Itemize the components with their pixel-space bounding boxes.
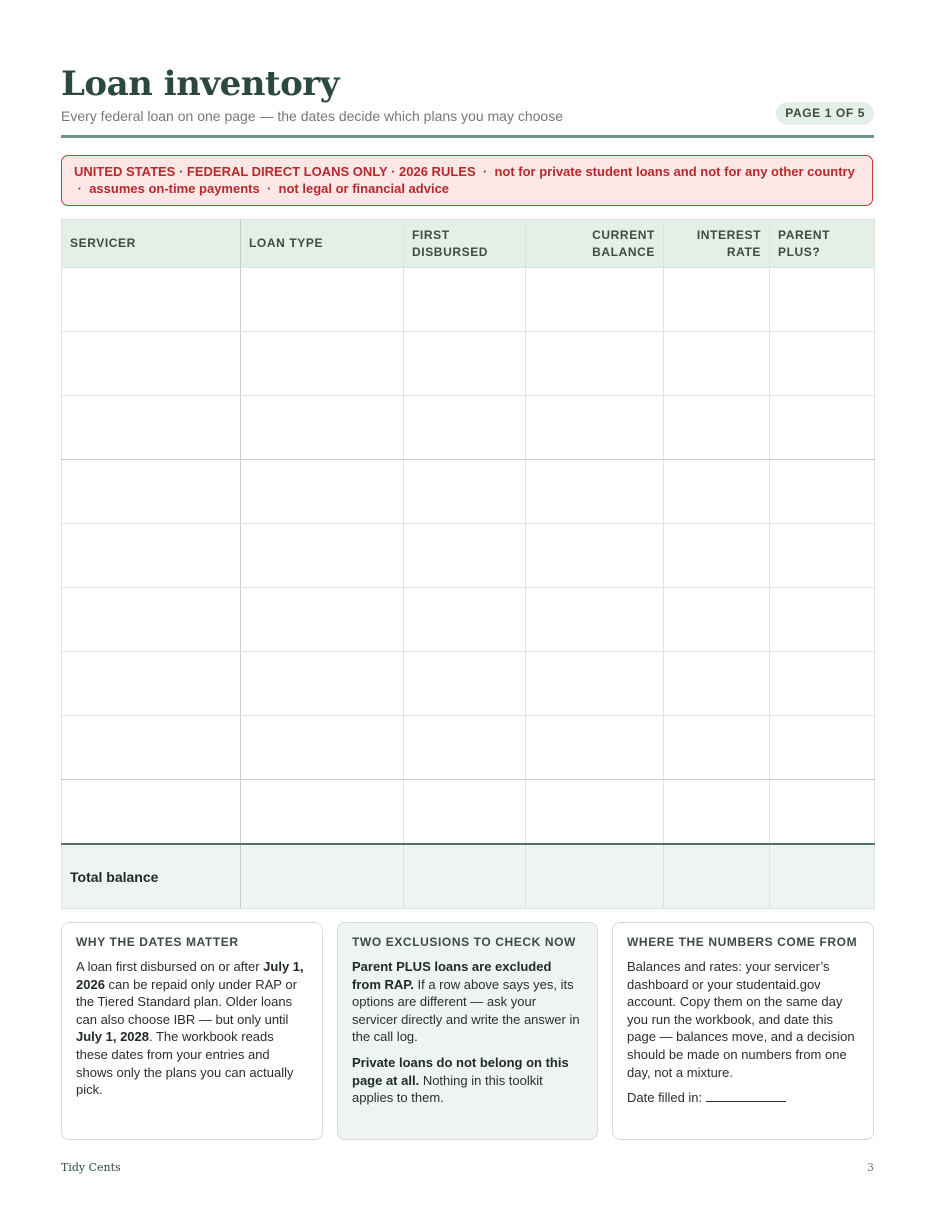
table-cell[interactable] <box>404 460 526 524</box>
table-cell[interactable] <box>664 780 770 845</box>
table-row <box>62 268 875 332</box>
table-cell[interactable] <box>664 460 770 524</box>
table-cell[interactable] <box>770 268 875 332</box>
table-cell[interactable] <box>770 396 875 460</box>
table-cell[interactable] <box>526 396 664 460</box>
card-emphasis: Parent PLUS loans are excluded from RAP. <box>352 959 552 992</box>
card-emphasis: Private loans do not belong on this page at all. <box>352 1054 569 1088</box>
table-cell[interactable] <box>241 460 404 524</box>
column-header-first-disbursed: FIRST DISBURSED <box>404 220 526 268</box>
table-row <box>62 396 875 460</box>
scope-notice <box>61 155 873 206</box>
table-cell[interactable] <box>526 780 664 845</box>
table-cell[interactable] <box>241 780 404 845</box>
table-cell[interactable] <box>664 652 770 716</box>
table-cell[interactable] <box>526 588 664 652</box>
table-cell[interactable] <box>62 268 241 332</box>
table-cell[interactable] <box>526 524 664 588</box>
table-cell[interactable] <box>241 524 404 588</box>
footer-page-number: 3 <box>867 1161 874 1174</box>
table-cell[interactable] <box>664 588 770 652</box>
notice-scope: UNITED STATES · FEDERAL DIRECT LOANS ONLY · 2026 RULES <box>74 164 476 179</box>
table-row <box>62 460 875 524</box>
table-header-row <box>62 220 875 268</box>
notice-separator: · <box>482 164 488 179</box>
column-header-servicer: SERVICER <box>62 220 241 268</box>
card-two-exclusions <box>337 922 598 1140</box>
table-cell[interactable] <box>404 588 526 652</box>
table-cell[interactable] <box>241 332 404 396</box>
card-emphasis: July 1, 2026 <box>76 959 304 992</box>
card-title: WHERE THE NUMBERS COME FROM <box>627 935 858 949</box>
date-filled-blank[interactable] <box>706 1089 786 1102</box>
table-cell[interactable] <box>241 652 404 716</box>
table-cell[interactable] <box>404 716 526 780</box>
table-cell[interactable] <box>241 716 404 780</box>
card-text: can be repaid only under RAP or the Tiered Standard plan. Older loans can also choose IBR — but only until <box>76 976 297 1027</box>
table-cell[interactable] <box>526 716 664 780</box>
loan-inventory-table <box>61 219 875 909</box>
table-cell[interactable] <box>664 396 770 460</box>
table-cell[interactable] <box>526 268 664 332</box>
table-row <box>62 524 875 588</box>
total-balance-label: Total balance <box>62 844 241 909</box>
table-cell[interactable] <box>770 588 875 652</box>
notice-item: assumes on-time payments <box>89 181 260 196</box>
table-cell[interactable] <box>241 588 404 652</box>
notice-item: not for private student loans and not for any other country <box>494 164 855 179</box>
page-subtitle: Every federal loan on one page — the dates decide which plans you may choose <box>61 108 563 124</box>
notice-item: not legal or financial advice <box>278 181 450 196</box>
total-cell[interactable] <box>664 844 770 909</box>
table-cell[interactable] <box>770 652 875 716</box>
column-header-interest-rate: INTEREST RATE <box>664 220 770 268</box>
table-cell[interactable] <box>664 524 770 588</box>
total-cell[interactable] <box>770 844 875 909</box>
table-cell[interactable] <box>664 332 770 396</box>
column-header-loan-type: LOAN TYPE <box>241 220 404 268</box>
card-title: WHY THE DATES MATTER <box>76 935 239 949</box>
date-filled-label: Date filled in: <box>627 1090 703 1106</box>
column-header-parent-plus: PARENT PLUS? <box>770 220 875 268</box>
card-body <box>352 1054 583 1107</box>
card-body <box>352 958 583 1046</box>
table-cell[interactable] <box>770 460 875 524</box>
table-cell[interactable] <box>62 652 241 716</box>
total-row <box>62 844 875 909</box>
table-cell[interactable] <box>770 524 875 588</box>
notice-separator: · <box>266 181 272 196</box>
table-cell[interactable] <box>526 460 664 524</box>
table-cell[interactable] <box>404 524 526 588</box>
table-cell[interactable] <box>526 332 664 396</box>
card-body: Balances and rates: your servicer’s dashboard or your studentaid.gov account. Copy them on the same day you run the workbook, and date this page — balances move, and a decision should be made on numbers from one day, not a mixture. <box>627 959 855 1080</box>
date-filled-field <box>627 1089 859 1107</box>
table-cell[interactable] <box>404 332 526 396</box>
card-title: TWO EXCLUSIONS TO CHECK NOW <box>352 935 576 949</box>
footer-brand: Tidy Cents <box>61 1161 121 1174</box>
notice-separator: · <box>77 181 82 196</box>
column-header-current-balance: CURRENT BALANCE <box>526 220 664 268</box>
table-cell[interactable] <box>404 268 526 332</box>
card-text: If a row above says yes, its options are different — ask your servicer directly and write the answer in the call log. <box>352 976 580 1045</box>
table-cell[interactable] <box>770 780 875 845</box>
page-title: Loan inventory <box>61 64 339 104</box>
table-cell[interactable] <box>526 652 664 716</box>
card-where-numbers-come-from <box>612 922 874 1140</box>
table-cell[interactable] <box>241 268 404 332</box>
table-cell[interactable] <box>62 716 241 780</box>
total-cell[interactable] <box>404 844 526 909</box>
table-cell[interactable] <box>664 268 770 332</box>
table-cell[interactable] <box>62 396 241 460</box>
page-indicator-badge: PAGE 1 OF 5 <box>776 102 874 125</box>
table-row <box>62 780 875 845</box>
card-why-dates-matter <box>61 922 323 1140</box>
table-cell[interactable] <box>62 332 241 396</box>
table-cell[interactable] <box>62 780 241 845</box>
table-cell[interactable] <box>770 332 875 396</box>
table-row <box>62 652 875 716</box>
table-cell[interactable] <box>62 524 241 588</box>
table-cell[interactable] <box>62 588 241 652</box>
card-text: A loan first disbursed on or after <box>76 959 264 974</box>
table-cell[interactable] <box>664 716 770 780</box>
table-cell[interactable] <box>404 780 526 845</box>
table-cell[interactable] <box>404 396 526 460</box>
table-row <box>62 332 875 396</box>
card-emphasis: July 1, 2028 <box>76 1029 149 1045</box>
table-cell[interactable] <box>241 396 404 460</box>
table-cell[interactable] <box>62 460 241 524</box>
total-cell[interactable] <box>241 844 404 909</box>
table-row <box>62 588 875 652</box>
table-cell[interactable] <box>770 716 875 780</box>
table-cell[interactable] <box>404 652 526 716</box>
table-row <box>62 716 875 780</box>
card-text: Nothing in this toolkit applies to them. <box>352 1072 543 1106</box>
card-body <box>76 958 308 1099</box>
header-divider <box>61 135 874 138</box>
card-text: . The workbook reads these dates from your entries and shows only the plans you can actually pick. <box>76 1029 294 1098</box>
total-cell[interactable] <box>526 844 664 909</box>
